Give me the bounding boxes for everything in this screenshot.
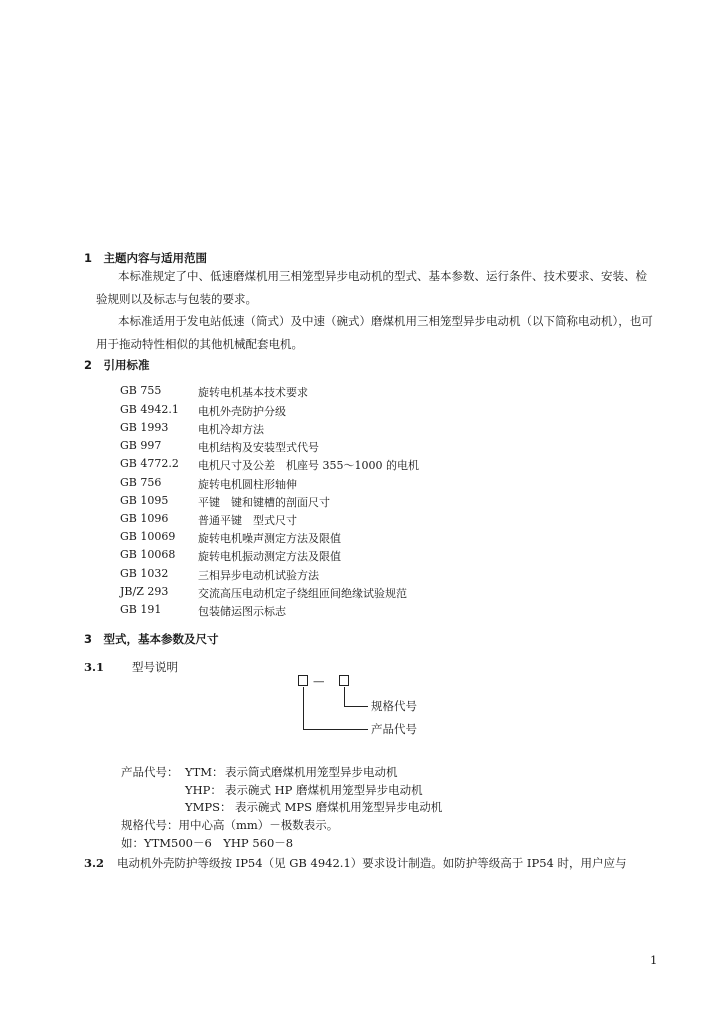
standard-code: GB 1095 — [120, 494, 169, 507]
product-code-ytm-desc: 表示筒式磨煤机用笼型异步电动机 — [225, 765, 398, 779]
standard-title: 电机结构及安装型式代号 — [198, 441, 319, 454]
product-code-label: 产品代号 — [371, 722, 417, 736]
subsection-3-2-text: 电动机外壳防护等级按 IP54（见 GB 4942.1）要求设计制造。如防护等级高于 IP54 时，用户应与 — [117, 856, 627, 870]
standard-title: 包装储运图示标志 — [198, 605, 286, 618]
product-code-ymps-desc: 表示碗式 MPS 磨煤机用笼型异步电动机 — [235, 800, 443, 814]
standard-title: 旋转电机基本技术要求 — [198, 386, 308, 399]
standard-code: GB 755 — [120, 384, 162, 397]
section-1-paragraph-1: 本标准规定了中、低速磨煤机用三相笼型异步电动机的型式、基本参数、运行条件、技术要求、安装、检验规则以及标志与包装的要求。 — [96, 269, 647, 306]
standard-code: JB/Z 293 — [120, 585, 169, 598]
standard-title: 三相异步电动机试验方法 — [198, 569, 319, 582]
standard-title: 电机外壳防护分级 — [198, 405, 286, 418]
product-code-connector — [303, 687, 304, 730]
product-code-yhp: YHP： — [185, 783, 222, 797]
standard-code: GB 1993 — [120, 421, 169, 434]
standard-title: 旋转电机振动测定方法及限值 — [198, 550, 341, 563]
standard-title: 交流高压电动机定子绕组匝间绝缘试验规范 — [198, 587, 407, 600]
spec-code-connector — [344, 687, 345, 707]
standard-code: GB 4772.2 — [120, 457, 179, 470]
standard-title: 旋转电机噪声测定方法及限值 — [198, 532, 341, 545]
standard-code: GB 4942.1 — [120, 403, 179, 416]
standard-title: 电机尺寸及公差 机座号 355～1000 的电机 — [198, 459, 419, 472]
standard-code: GB 10069 — [120, 530, 176, 543]
section-2-heading: 2 引用标准 — [84, 358, 150, 372]
example-line: 如：YTM500－6 YHP 560－8 — [121, 836, 294, 850]
spec-code-connector-horizontal — [344, 706, 368, 707]
standard-code: GB 191 — [120, 603, 162, 616]
standard-code: GB 1096 — [120, 512, 169, 525]
product-code-box — [298, 675, 308, 686]
subsection-3-1-number: 3.1 — [84, 660, 105, 674]
standard-title: 普通平键 型式尺寸 — [198, 514, 297, 527]
product-code-yhp-desc: 表示碗式 HP 磨煤机用笼型异步电动机 — [225, 783, 423, 797]
standard-code: GB 997 — [120, 439, 162, 452]
section-1-paragraph-2: 本标准适用于发电站低速（筒式）及中速（碗式）磨煤机用三相笼型异步电动机（以下简称电动机），也可用于拖动特性相似的其他机械配套电机。 — [96, 314, 653, 351]
subsection-3-1-title: 型号说明 — [132, 660, 178, 674]
page-number: 1 — [650, 953, 658, 967]
diagram-dash: — — [313, 674, 325, 688]
spec-code-box — [339, 675, 349, 686]
product-code-connector-horizontal — [303, 729, 368, 730]
section-3-heading: 3 型式，基本参数及尺寸 — [84, 632, 219, 646]
standard-title: 电机冷却方法 — [198, 423, 264, 436]
section-1-heading: 1 主题内容与适用范围 — [84, 251, 208, 265]
standard-title: 平键 键和键槽的剖面尺寸 — [198, 496, 330, 509]
product-code-heading: 产品代号： — [121, 765, 179, 779]
product-code-ytm: YTM： — [185, 765, 224, 779]
standard-title: 旋转电机圆柱形轴伸 — [198, 478, 297, 491]
spec-code-explanation: 规格代号：用中心高（mm）－极数表示。 — [121, 818, 339, 832]
standard-code: GB 1032 — [120, 567, 169, 580]
product-code-ymps: YMPS： — [185, 800, 232, 814]
subsection-3-2-number: 3.2 — [84, 856, 105, 870]
spec-code-label: 规格代号 — [371, 699, 417, 713]
standard-code: GB 10068 — [120, 548, 176, 561]
standard-code: GB 756 — [120, 476, 162, 489]
